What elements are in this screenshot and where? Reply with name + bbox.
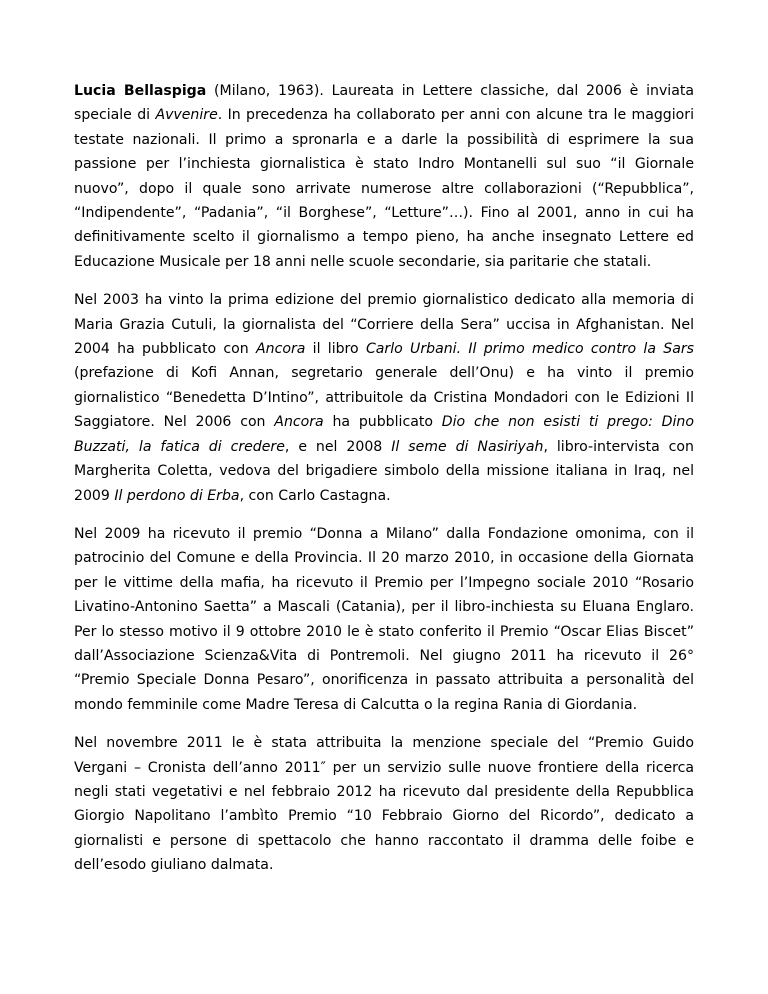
book-title: Il perdono di Erba — [114, 487, 240, 504]
text-run: Nel novembre 2011 le è stata attribuita la menzione speciale del “Premio Guido Vergani – Cronista dell’anno 2011″ per un servizio sulle nuove frontiere della ricerca negli stati vegetativi e nel febbraio 2012 ha ricevuto dal presidente della Repubblica Giorgio Napolitano l’ambìto Premio “10 Febbraio Giorno del Ricordo”, dedicato a giornalisti e persone di spettacolo che hanno raccontato il dramma delle foibe e dell’esodo giuliano dalmata. — [74, 735, 694, 874]
publisher-name: Ancora — [274, 414, 324, 431]
text-run: , con Carlo Castagna. — [239, 487, 391, 504]
paragraph-biography — [74, 79, 694, 274]
text-run: (prefazione di Kofi Annan, segretario generale dell’Onu) e ha vinto il premio giornalistico “Benedetta D’Intino”, attribuitole da Cristina Mondadori con le Edizioni Il Saggiatore. Nel 2006 con — [74, 365, 694, 431]
book-title: Il seme di Nasiriyah — [391, 438, 544, 455]
publisher-name: Ancora — [256, 341, 306, 358]
text-run: , e nel 2008 — [284, 438, 392, 455]
text-run: . In precedenza ha collaborato per anni con alcune tra le maggiori testate nazionali. Il primo a spronarla e a darle la possibilità di esprimere la sua passione per l’inchiesta giornalistica è stato Indro Montanelli sul suo “il Giornale nuovo”, dopo il quale sono arrivate numerose altre collaborazioni (“Repubblica”, “Indipendente”, “Padania”, “il Borghese”, “Letture”…). Fino al 2001, anno in cui ha definitivamente scelto il giornalismo a tempo pieno, ha anche insegnato Lettere ed Educazione Musicale per 18 anni nelle scuole secondarie, sia paritarie che statali. — [74, 107, 694, 270]
text-run: ha pubblicato — [323, 414, 442, 431]
paragraph-awards-books — [74, 288, 694, 508]
author-name: Lucia Bellaspiga — [74, 83, 207, 99]
text-run: il libro — [305, 341, 366, 358]
paragraph-prizes-2009-2011 — [74, 522, 694, 717]
text-run: Nel 2003 ha vinto la prima edizione del premio giornalistico dedicato alla memoria di Maria Grazia Cutuli, la giornalista del “Corriere della Sera” uccisa in Afghanistan. Nel 2004 ha pubblicato con — [74, 292, 694, 358]
text-run: , libro-intervista con Margherita Coletta, vedova del brigadiere simbolo della missione italiana in Iraq, nel 2009 — [74, 438, 694, 504]
text-run: (Milano, 1963). Laureata in Lettere classiche, dal 2006 è inviata speciale di — [74, 83, 694, 124]
text-run: Nel 2009 ha ricevuto il premio “Donna a Milano” dalla Fondazione omonima, con il patrocinio del Comune e della Provincia. Il 20 marzo 2010, in occasione della Giornata per le vittime della mafia, ha ricevuto il Premio per l’Impegno sociale 2010 “Rosario Livatino-Antonino Saetta” a Mascali (Catania), per il libro-inchiesta su Eluana Englaro. Per lo stesso motivo il 9 ottobre 2010 le è stato conferito il Premio “Oscar Elias Biscet” dall’Associazione Scienza&Vita di Pontremoli. Nel giugno 2011 ha ricevuto il 26° “Premio Speciale Donna Pesaro”, onorificenza in passato attribuita a personalità del mondo femminile come Madre Teresa di Calcutta o la regina Rania di Giordania. — [74, 525, 694, 713]
book-title: Carlo Urbani. Il primo medico contro la Sars — [365, 341, 694, 358]
paragraph-prizes-2011-2012 — [74, 731, 694, 877]
newspaper-title: Avvenire — [155, 107, 218, 124]
book-title: Dio che non esisti ti prego: Dino Buzzati, la fatica di credere — [74, 414, 694, 455]
